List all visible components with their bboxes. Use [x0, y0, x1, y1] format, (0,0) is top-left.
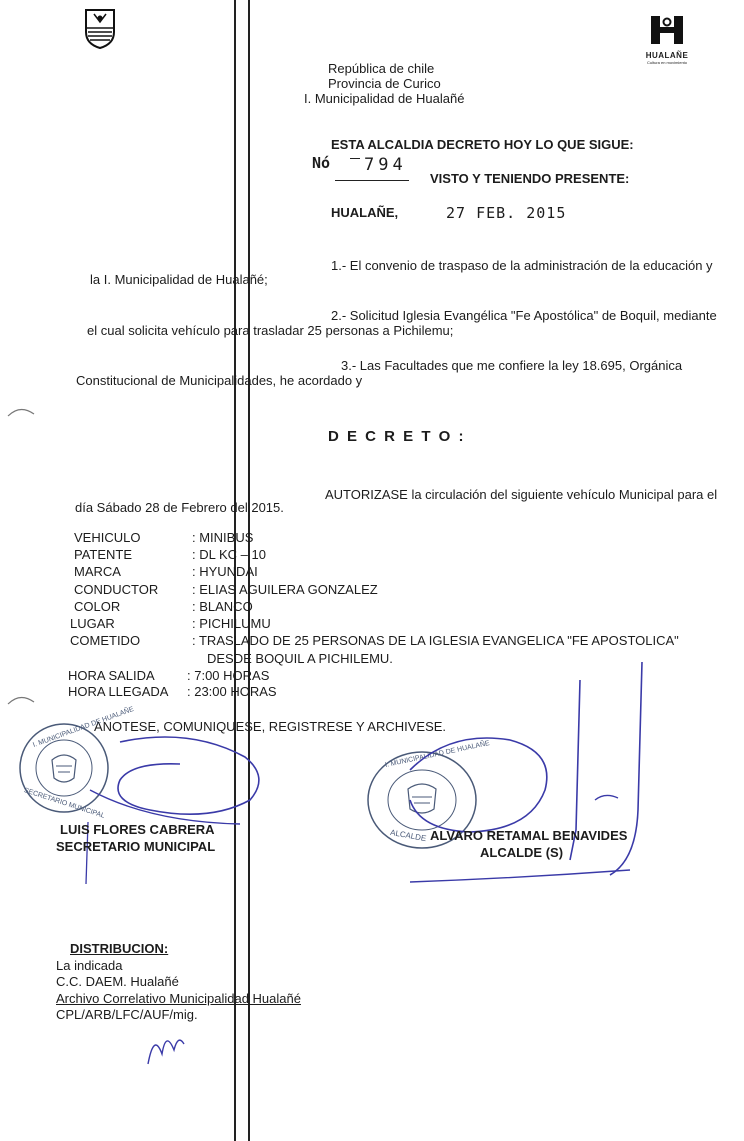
secretary-seal-top-text: I. MUNICIPALIDAD DE HUALAÑE [32, 705, 135, 750]
detail-value-conductor: : ELIAS AGUILERA GONZALEZ [192, 582, 378, 597]
consideration-3-line-1: 3.- Las Facultades que me confiere la ley 18.695, Orgánica [341, 358, 683, 373]
mayor-seal-bottom-text: ALCALDE [389, 827, 427, 844]
detail-value-vehiculo: : MINIBUS [192, 530, 254, 545]
consideration-2-line-2: el cual solicita vehículo para trasladar 25 personas a Pichilemu; [87, 323, 454, 338]
detail-value-color: : BLANCO [192, 599, 253, 614]
detail-value-patente: : DL KC – 10 [192, 547, 266, 562]
decree-number-label: Nó [312, 154, 331, 172]
authorization-line-1: AUTORIZASE la circulación del siguiente vehículo Municipal para el [325, 487, 718, 502]
header-line-3: I. Municipalidad de Hualañé [304, 91, 465, 106]
time-label-salida: HORA SALIDA [68, 668, 155, 683]
decreto-title: D E C R E T O : [328, 428, 466, 445]
secretary-signature-icon [50, 722, 280, 892]
punch-mark-bottom [0, 688, 40, 710]
detail-value-lugar: : PICHILUMU [192, 616, 271, 631]
national-crest-icon [80, 6, 120, 50]
mayor-seal-top-text: I. MUNICIPALIDAD DE HUALAÑE [384, 739, 491, 770]
distribution-item-2: C.C. DAEM. Hualañé [56, 974, 179, 989]
consideration-2-line-1: 2.- Solicitud Iglesia Evangélica "Fe Apostólica" de Boquil, mediante [331, 308, 717, 323]
header-line-1: República de chile [328, 61, 435, 76]
logo-tagline: Cultura en movimiento [646, 60, 688, 65]
consideration-1-line-2: la I. Municipalidad de Hualañé; [90, 272, 268, 287]
distribution-title: DISTRIBUCION: [70, 941, 169, 956]
detail-value-cometido: : TRASLADO DE 25 PERSONAS DE LA IGLESIA EVANGELICA "FE APOSTOLICA" [192, 633, 679, 648]
logo-text: HUALAÑE [645, 51, 689, 60]
detail-label-marca: MARCA [74, 564, 121, 579]
closing-statement: ANOTESE, COMUNIQUESE, REGISTRESE Y ARCHIVESE. [94, 719, 447, 734]
consideration-3-line-2: Constitucional de Municipalidades, he acordado y [76, 373, 363, 388]
detail-label-color: COLOR [74, 599, 121, 614]
consideration-1-line-1: 1.- El convenio de traspaso de la administración de la educación y [331, 258, 713, 273]
distribution-item-1: La indicada [56, 958, 123, 973]
secretary-name: LUIS FLORES CABRERA [60, 822, 215, 837]
punch-mark-top [0, 400, 40, 422]
detail-label-conductor: CONDUCTOR [74, 582, 159, 597]
authorization-line-2: día Sábado 28 de Febrero del 2015. [75, 500, 284, 515]
initials-scribble-icon [140, 1024, 190, 1070]
decree-place: HUALAÑE, [331, 205, 399, 220]
decree-number-underline [335, 180, 409, 181]
visto-heading: VISTO Y TENIENDO PRESENTE: [430, 171, 630, 186]
detail-label-vehiculo: VEHICULO [74, 530, 141, 545]
detail-label-patente: PATENTE [74, 547, 133, 562]
secretary-title: SECRETARIO MUNICIPAL [56, 839, 216, 854]
decree-heading: ESTA ALCALDIA DECRETO HOY LO QUE SIGUE: [331, 137, 634, 152]
detail-label-cometido: COMETIDO [70, 633, 141, 648]
municipal-logo [645, 14, 689, 64]
distribution-item-4: CPL/ARB/LFC/AUF/mig. [56, 1007, 198, 1022]
decree-number-dash [350, 158, 360, 159]
detail-value-marca: : HYUNDAI [192, 564, 258, 579]
time-label-llegada: HORA LLEGADA [68, 684, 169, 699]
detail-label-lugar: LUGAR [70, 616, 115, 631]
decree-number: 794 [364, 155, 407, 175]
hualane-logo-icon [645, 14, 689, 46]
header-line-2: Provincia de Curico [328, 76, 441, 91]
time-value-llegada: : 23:00 HORAS [187, 684, 277, 699]
distribution-item-3: Archivo Correlativo Municipalidad Hualañé [56, 991, 301, 1006]
time-value-salida: : 7:00 HORAS [187, 668, 270, 683]
detail-cometido-continuation: DESDE BOQUIL A PICHILEMU. [207, 651, 393, 666]
mayor-name: ALVARO RETAMAL BENAVIDES [430, 828, 628, 843]
decree-date: 27 FEB. 2015 [446, 204, 567, 222]
mayor-title: ALCALDE (S) [480, 845, 564, 860]
secretary-seal-bottom-text: SECRETARIO MUNICIPAL [22, 787, 106, 820]
